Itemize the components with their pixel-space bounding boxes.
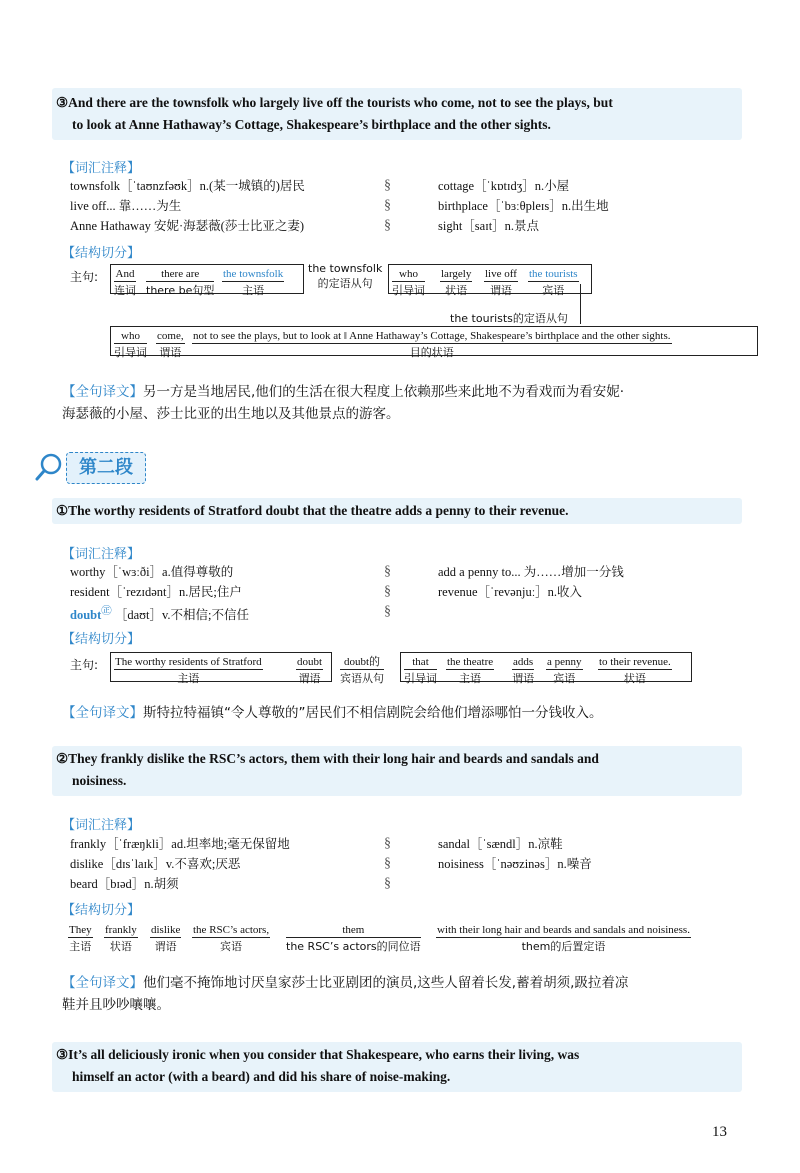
structure-cell: dislike 谓语 [151,924,181,953]
structure-cell: them the RSC’s actors的同位语 [286,924,421,953]
vocab-entry: sandal［ˈsændl］n.凉鞋 [438,837,563,851]
translation: 【全句译文】另一方是当地居民,他们的生活在很大程度上依赖那些来此地不为看戏而为看安妮· 海瑟薇的小屋、莎士比亚的出生地以及其他景点的游客。 [62,384,625,422]
relative-clause-label: the townsfolk 的定语从句 [308,262,383,290]
structure-cell: doubt 谓语 [297,656,323,685]
translation-label: 【全句译文】 [62,384,143,400]
sentence-line: ③It’s all deliciously ironic when you consider that Shakespeare, who earns their living, was [56,1047,580,1062]
page-number: 13 [712,1124,727,1140]
structure-cell: largely 状语 [441,268,472,297]
relative-clause-label: doubt的 宾语从句 [340,656,384,685]
sentence-text [56,748,756,792]
vocab-entry: beard［bɪəd］n.胡须 [70,877,179,891]
vocab-entry: birthplace［ˈbɜːθpleɪs］n.出生地 [438,199,609,213]
section-header: 第二段 [66,452,146,484]
vocab-right [438,834,592,874]
sentence-line: himself an actor (with a beard) and did his share of noise-making. [72,1069,451,1084]
structure-cell: to their revenue. 状语 [599,656,671,685]
vocab-right [438,562,624,602]
structure-cell: adds 谓语 [512,656,535,685]
vocab-label: 【词汇注释】 [62,818,141,833]
divider-squiggle-icon: § § § [384,836,391,891]
structure-cell: who 引导词 [392,268,425,297]
vocab-label: 【词汇注释】 [62,161,141,176]
vocab-entry: frankly［ˈfræŋkli］ad.坦率地;毫无保留地 [70,837,290,851]
vocab-entry: townsfolk［ˈtaʊnzfəʊk］n.(某一城镇的)居民 [70,179,305,193]
sentence-text [56,92,756,136]
vocab-entry: add a penny to... 为……增加一分钱 [438,565,624,579]
structure-cell: a penny 宾语 [547,656,582,685]
relative-clause-label: the tourists的定语从句 [450,312,568,325]
vocab-label: 【词汇注释】 [62,547,141,562]
vocab-entry: noisiness［ˈnəʊzinəs］n.噪音 [438,857,592,871]
structure-cell: the tourists 宾语 [529,268,578,297]
structure-cell: there are there be句型 [146,268,215,297]
sentence-line: ②They frankly dislike the RSC’s actors, them with their long hair and beards and sandals and [56,751,599,766]
translation: 【全句译文】他们毫不掩饰地讨厌皇家莎士比亚剧团的演员,这些人留着长发,蓄着胡须,趿拉着凉 鞋并且吵吵嚷嚷。 [62,975,629,1013]
vocab-left [70,834,290,894]
structure-cell: live off 谓语 [485,268,517,297]
vocab-entry: resident［ˈrezɪdənt］n.居民;住户 [70,585,242,599]
vocab-entry: doubt㊣ ［daʊt］v.不相信;不信任 [70,606,249,623]
translation-label: 【全句译文】 [62,975,143,991]
vocab-entry: dislike［dɪsˈlaɪk］v.不喜欢;厌恶 [70,857,241,871]
structure-cell: frankly 状语 [105,924,137,953]
structure-label: 【结构切分】 [62,246,141,261]
sentence-line: ③And there are the townsfolk who largely live off the tourists who come, not to see the plays, but [56,95,613,110]
structure-cell: the RSC’s actors, 宾语 [193,924,270,953]
structure-cell: And 连词 [114,268,136,297]
vocab-entry: Anne Hathaway 安妮·海瑟薇(莎士比亚之妻) [70,219,304,233]
divider-squiggle-icon: § § § [384,564,391,619]
structure-cell: the townsfolk 主语 [223,268,284,297]
vocab-entry: live off... 靠……为生 [70,199,182,213]
magnifier-icon [34,452,64,487]
structure-cell: They 主语 [69,924,92,953]
divider-squiggle-icon: § § § [384,178,391,233]
structure-cell: with their long hair and beards and sandals and noisiness. them的后置定语 [437,924,690,953]
sentence-text [56,1044,756,1088]
structure-label: 【结构切分】 [62,903,141,918]
structure-cell: The worthy residents of Stratford 主语 [115,656,262,685]
vocab-left [70,562,249,625]
structure-label: 【结构切分】 [62,632,141,647]
main-clause-label: 主句: [70,270,99,284]
key-word-mark: ㊣ [101,606,112,617]
structure-cell: come, 谓语 [157,330,184,359]
structure-cell: that 引导词 [404,656,437,685]
vocab-entry: revenue［ˈrevənjuː］n.收入 [438,585,583,599]
translation: 【全句译文】斯特拉特福镇“令人尊敬的”居民们不相信剧院会给他们增添哪怕一分钱收入。 [62,705,603,721]
sentence-line: noisiness. [72,773,127,788]
structure-cell: not to see the plays, but to look at ‖ Anne Hathaway’s Cottage, Shakespeare’s birthplace and the other sights. 目的状语 [193,330,671,359]
vocab-entry: cottage［ˈkɒtɪdʒ］n.小屋 [438,179,570,193]
vocab-entry: sight［saɪt］n.景点 [438,219,540,233]
vocab-entry: worthy［ˈwɜːði］a.值得尊敬的 [70,565,234,579]
structure-cell: the theatre 主语 [447,656,494,685]
main-clause-label: 主句: [70,658,99,672]
vocab-left [70,176,305,236]
sentence-text: ①The worthy residents of Stratford doubt that the theatre adds a penny to their revenue. [56,503,569,518]
structure-cell: who 引导词 [114,330,147,359]
translation-label: 【全句译文】 [62,705,143,721]
sentence-line: to look at Anne Hathaway’s Cottage, Shakespeare’s birthplace and the other sights. [72,117,551,132]
connector-line [580,284,581,324]
vocab-right [438,176,609,236]
